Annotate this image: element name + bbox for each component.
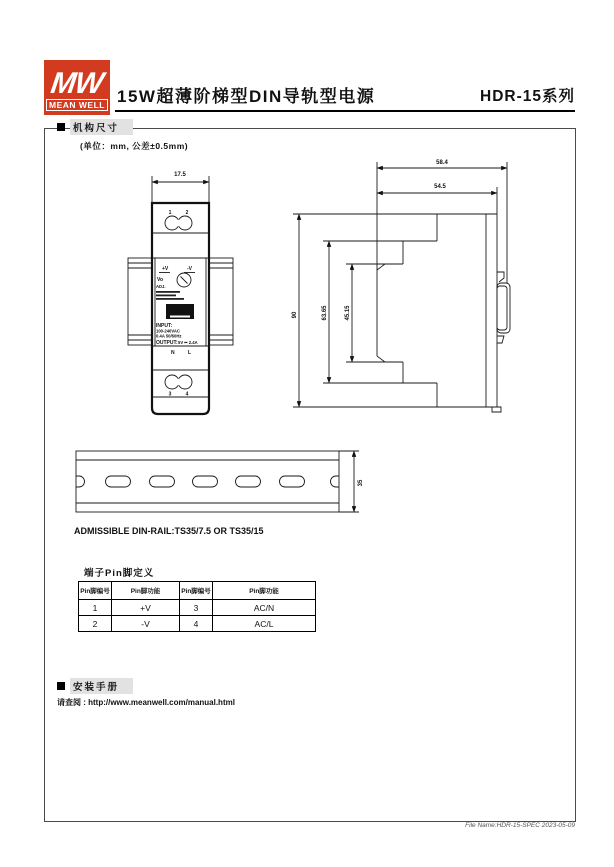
logo-mw-text: MW — [49, 67, 106, 100]
cell-pin-fn: +V — [112, 600, 180, 616]
dim-step-inner: 45.15 — [345, 305, 351, 321]
dim-depth-body: 54.5 — [434, 184, 446, 190]
section-install-manual — [57, 678, 133, 694]
meanwell-logo — [44, 60, 110, 115]
svg-text:100-240VAC: 100-240VAC — [156, 328, 180, 334]
header-rule — [115, 110, 575, 112]
section-bullet-icon — [57, 682, 65, 690]
pin-4-number: 4 — [185, 391, 189, 398]
section-mechanical — [57, 119, 133, 135]
series-label: HDR-15系列 — [480, 88, 575, 105]
svg-text:5V ⎓ 2.4A: 5V ⎓ 2.4A — [178, 340, 198, 345]
pin-1-number: 1 — [168, 210, 172, 216]
section-install-label: 安装手册 — [70, 678, 133, 694]
dim-rail-height: 35 — [358, 479, 364, 487]
pin-definition-table — [78, 581, 316, 632]
din-rail-drawing — [70, 445, 370, 523]
logo-meanwell-text: MEAN WELL — [46, 99, 108, 111]
dim-height-90: 90 — [292, 311, 298, 319]
cell-pin-no: 4 — [180, 616, 213, 632]
svg-text:INPUT:: INPUT: — [156, 323, 173, 329]
footer-file-name: File Name:HDR-15-SPEC 2023-05-09 — [465, 822, 575, 829]
label-fineprint-bar — [156, 291, 180, 293]
pin-3-number: 3 — [168, 391, 172, 398]
bottom-foot — [492, 407, 501, 412]
col-header-pin-no: Pin脚编号 — [180, 582, 213, 600]
svg-text:Vo: Vo — [157, 277, 164, 283]
table-header-row — [79, 582, 316, 600]
din-rail-clip — [497, 272, 510, 343]
side-view-drawing — [290, 155, 525, 425]
col-header-pin-fn: Pin脚功能 — [213, 582, 316, 600]
rail-caption: ADMISSIBLE DIN-RAIL:TS35/7.5 OR TS35/15 — [74, 526, 264, 536]
section-mechanical-label: 机构尺寸 — [70, 119, 133, 135]
label-logo-band — [170, 316, 190, 318]
label-fineprint-bar — [156, 295, 176, 297]
page-title: 15W超薄阶梯型DIN导轨型电源 — [117, 87, 376, 106]
pin-2-number: 2 — [185, 210, 189, 216]
svg-text:0.4A 50/60Hz: 0.4A 50/60Hz — [156, 333, 182, 339]
col-header-pin-no: Pin脚编号 — [79, 582, 112, 600]
svg-text:L: L — [188, 350, 192, 356]
section-bullet-icon — [57, 123, 65, 131]
svg-text:MW: MW — [172, 307, 188, 316]
svg-text:ADJ.: ADJ. — [156, 284, 166, 289]
table-row — [79, 616, 316, 632]
install-manual-line — [57, 697, 235, 708]
col-header-pin-fn: Pin脚功能 — [112, 582, 180, 600]
din-rail-tab-left — [128, 258, 152, 345]
cell-pin-fn: AC/L — [213, 616, 316, 632]
cell-pin-no: 3 — [180, 600, 213, 616]
dim-step-outer: 63.65 — [322, 305, 328, 321]
manual-url-link[interactable]: http://www.meanwell.com/manual.html — [88, 698, 235, 707]
svg-text:+V: +V — [162, 266, 169, 272]
cell-pin-no: 2 — [79, 616, 112, 632]
svg-text:OUTPUT:: OUTPUT: — [156, 340, 178, 346]
cell-pin-fn: -V — [112, 616, 180, 632]
front-view-drawing — [118, 163, 243, 421]
rail-slots — [70, 476, 356, 487]
label-fineprint-bar — [156, 298, 184, 300]
cell-pin-fn: AC/N — [213, 600, 316, 616]
svg-text:N: N — [171, 350, 175, 356]
dim-depth-total: 58.4 — [436, 160, 448, 166]
din-rail-tab-right — [209, 258, 233, 345]
dim-width-17-5: 17.5 — [174, 172, 186, 178]
table-row — [79, 600, 316, 616]
install-prefix: 请查阅 : — [57, 698, 89, 707]
svg-text:-V: -V — [187, 266, 192, 272]
unit-tolerance-note: (单位：mm, 公差±0.5mm) — [80, 141, 189, 151]
pin-table-title: 端子Pin脚定义 — [84, 568, 155, 579]
cell-pin-no: 1 — [79, 600, 112, 616]
